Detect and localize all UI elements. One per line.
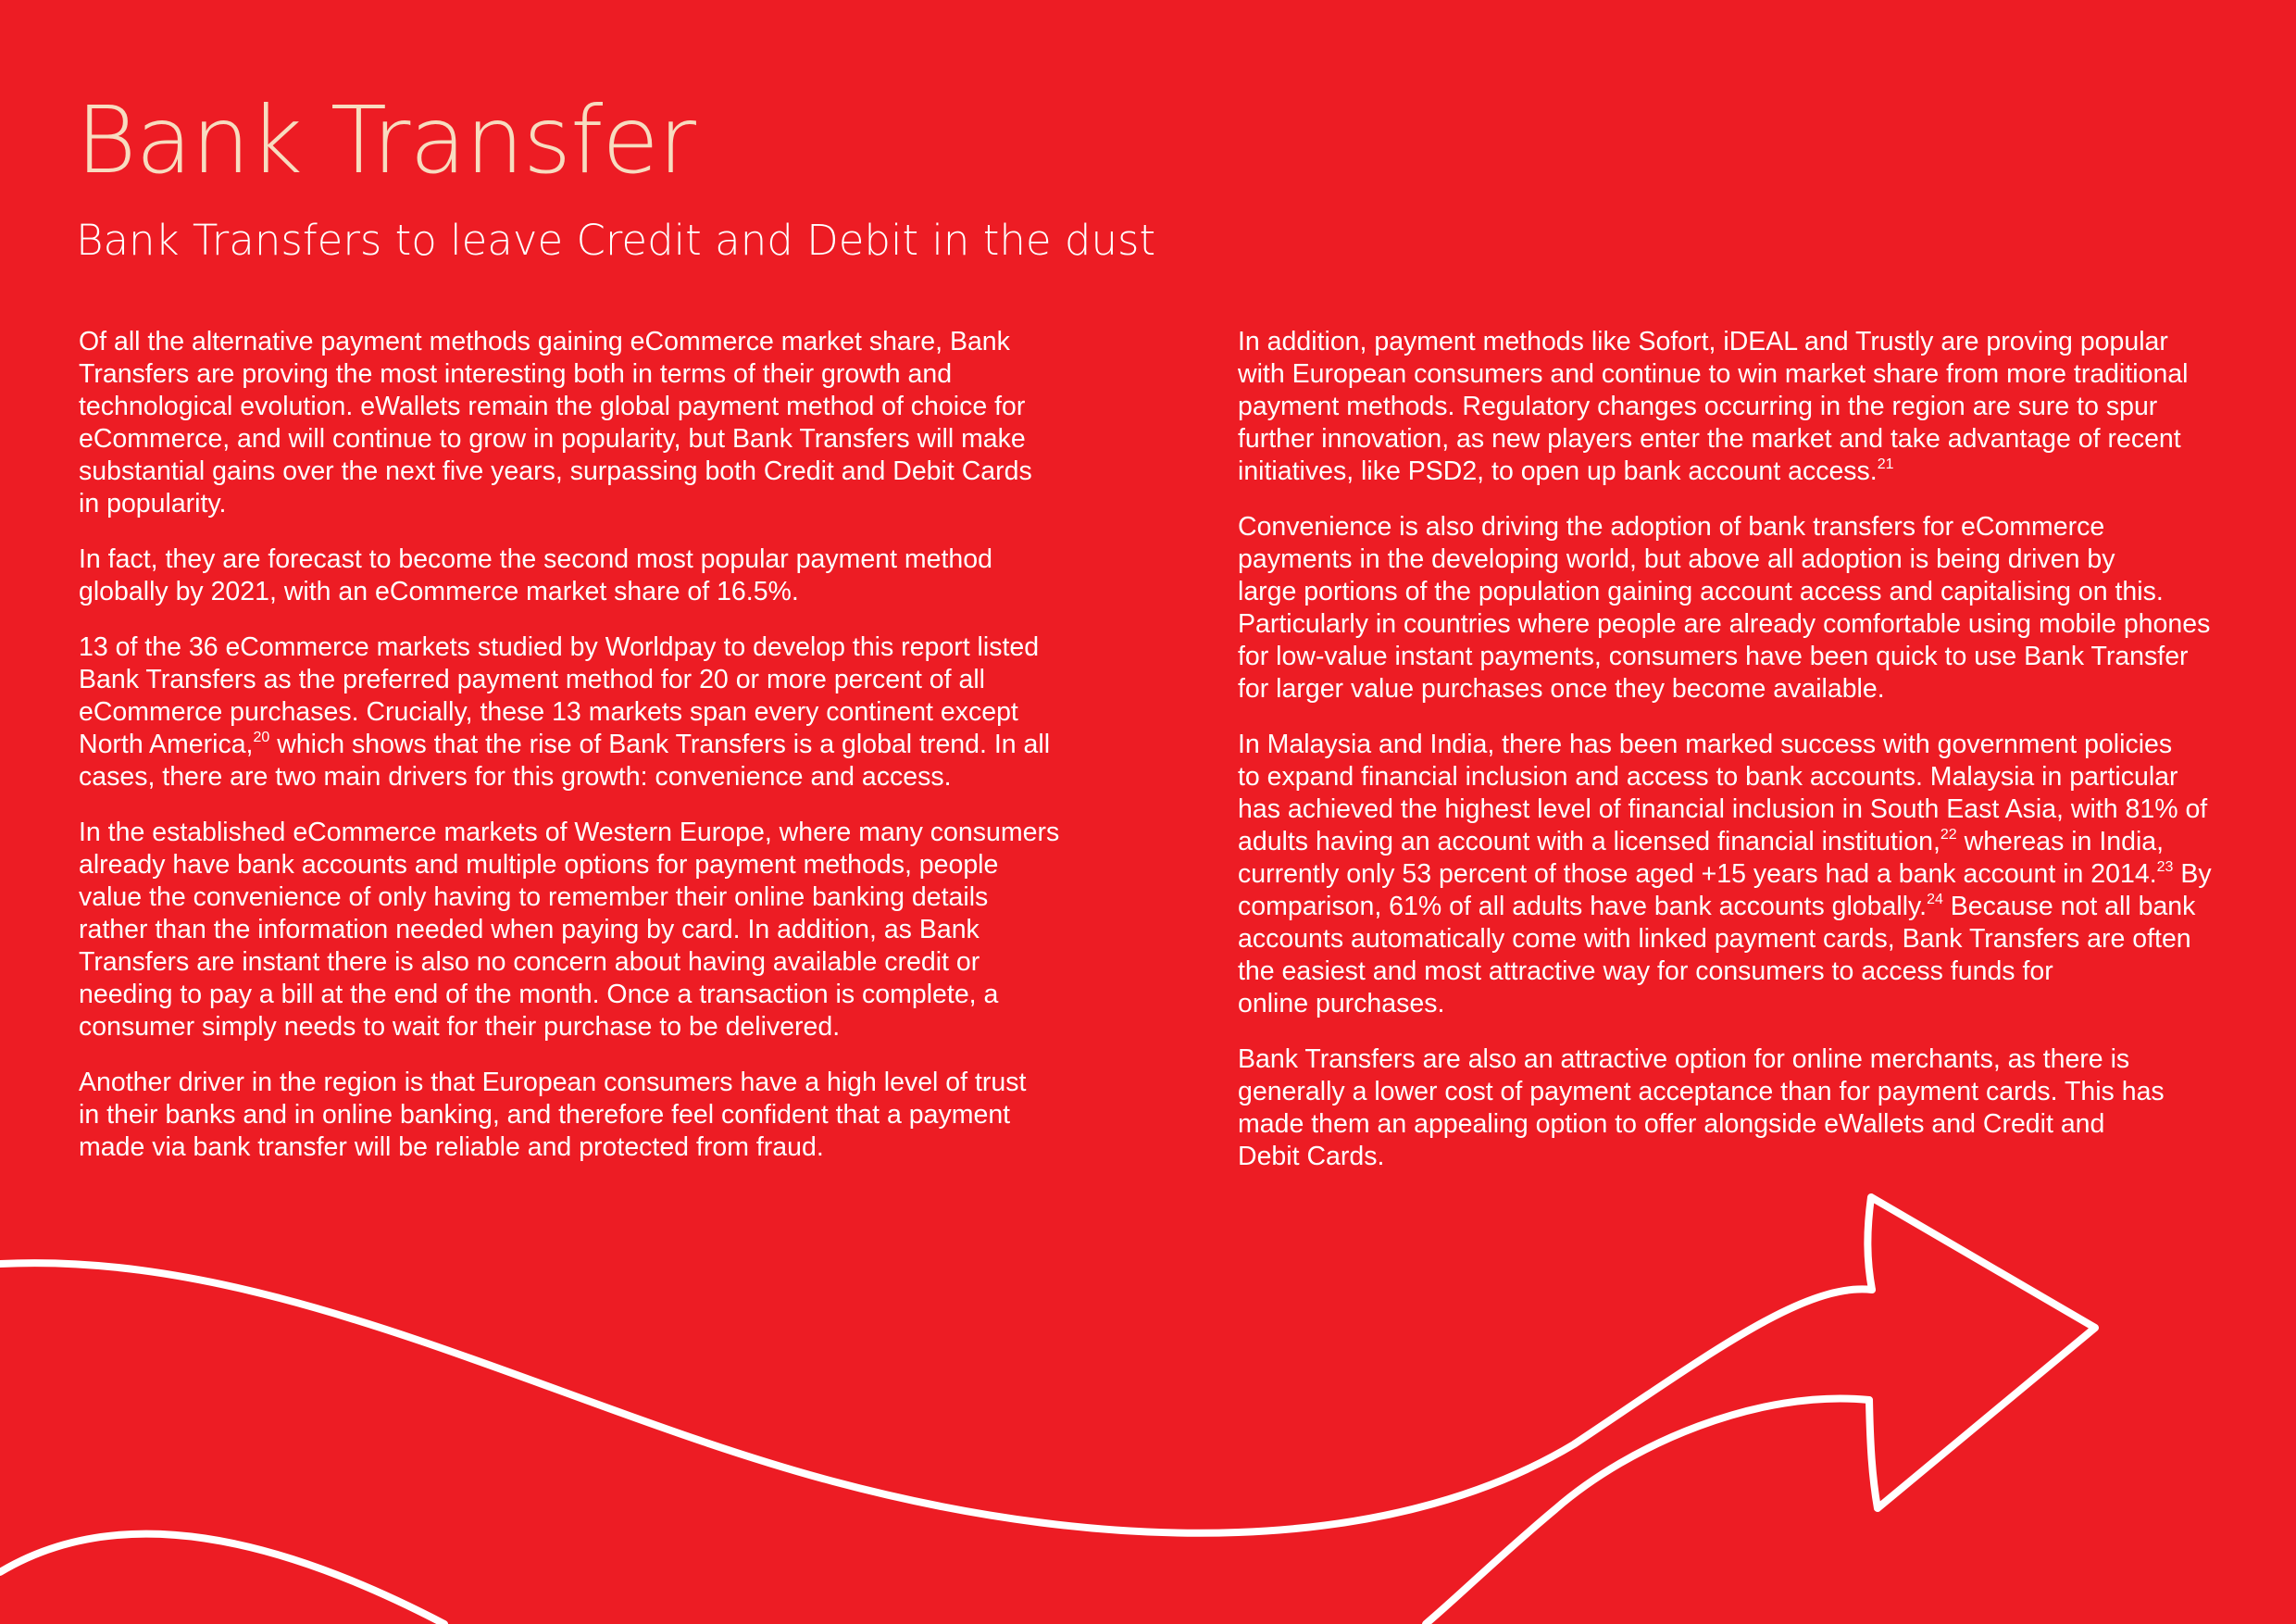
text-line: rather than the information needed when paying by card. In addition, as Bank — [79, 915, 980, 944]
text-line: cases, there are two main drivers for this growth: convenience and access. — [79, 762, 952, 792]
text-line: already have bank accounts and multiple options for payment methods, people — [79, 850, 999, 880]
text-line: payment methods. Regulatory changes occurring in the region are sure to spur — [1238, 392, 2158, 421]
text-line: Particularly in countries where people are already comfortable using mobile phones — [1238, 609, 2211, 639]
text-line: with European consumers and continue to win market share from more traditional — [1238, 359, 2189, 389]
text-line: made via bank transfer will be reliable and protected from fraud. — [79, 1132, 824, 1162]
footnote-ref-24: 24 — [1927, 892, 1943, 907]
arrow-upper-curve — [0, 1263, 1872, 1533]
text-fragment: which shows that the rise of Bank Transfers is a global trend. In all — [269, 730, 1051, 759]
text-line: for larger value purchases once they become available. — [1238, 674, 1885, 704]
text-line — [1238, 456, 2228, 488]
text-line: 13 of the 36 eCommerce markets studied by Worldpay to develop this report listed — [79, 632, 1040, 662]
text-line: In addition, payment methods like Sofort, iDEAL and Trustly are proving popular — [1238, 327, 2168, 356]
left-paragraph-5 — [79, 1067, 1060, 1164]
right-column — [1238, 326, 2228, 1196]
text-line: to expand financial inclusion and access to bank accounts. Malaysia in particular — [1238, 762, 2178, 792]
left-paragraph-1 — [79, 326, 1060, 520]
left-paragraph-2 — [79, 543, 1060, 608]
text-fragment: Because not all bank — [1942, 892, 2196, 921]
text-fragment: By — [2173, 859, 2212, 889]
text-line: made them an appealing option to offer alongside eWallets and Credit and — [1238, 1109, 2105, 1139]
text-line: generally a lower cost of payment acceptance than for payment cards. This has — [1238, 1077, 2165, 1106]
footnote-ref-20: 20 — [253, 730, 270, 745]
text-line — [79, 729, 1060, 761]
right-paragraph-3 — [1238, 729, 2228, 1020]
text-line: In fact, they are forecast to become the second most popular payment method — [79, 544, 992, 574]
text-line: eCommerce purchases. Crucially, these 13 markets span every continent except — [79, 697, 1018, 727]
text-fragment: whereas in India, — [1956, 827, 2165, 856]
text-line: eCommerce, and will continue to grow in popularity, but Bank Transfers will make — [79, 424, 1026, 454]
text-line: in their banks and in online banking, and therefore feel confident that a payment — [79, 1100, 1011, 1130]
page-subtitle: Bank Transfers to leave Credit and Debit in the dust — [76, 216, 1156, 265]
text-line: needing to pay a bill at the end of the month. Once a transaction is complete, a — [79, 980, 999, 1009]
text-line: the easiest and most attractive way for consumers to access funds for — [1238, 956, 2053, 986]
text-line: Of all the alternative payment methods gaining eCommerce market share, Bank — [79, 327, 1010, 356]
text-line: payments in the developing world, but above all adoption is being driven by — [1238, 544, 2115, 574]
left-paragraph-4 — [79, 817, 1060, 1043]
text-fragment: North America, — [79, 730, 254, 759]
left-paragraph-3 — [79, 631, 1060, 793]
text-line: for low-value instant payments, consumers have been quick to use Bank Transfer — [1238, 642, 2189, 671]
swoosh-bottom-left — [0, 1534, 444, 1624]
text-line: online purchases. — [1238, 989, 1445, 1018]
text-line — [1238, 891, 2228, 923]
right-paragraph-4 — [1238, 1043, 2228, 1173]
right-paragraph-2 — [1238, 511, 2228, 706]
text-line: globally by 2021, with an eCommerce market share of 16.5%. — [79, 577, 799, 606]
text-line: consumer simply needs to wait for their purchase to be delivered. — [79, 1012, 841, 1042]
text-line — [1238, 826, 2228, 858]
footnote-ref-22: 22 — [1940, 827, 1957, 843]
text-fragment: currently only 53 percent of those aged +15 years had a bank account in 2014. — [1238, 859, 2157, 889]
text-fragment: adults having an account with a licensed financial institution, — [1238, 827, 1940, 856]
text-line: Convenience is also driving the adoption of bank transfers for eCommerce — [1238, 512, 2105, 542]
footnote-ref-23: 23 — [2156, 859, 2174, 875]
text-line: further innovation, as new players enter the market and take advantage of recent — [1238, 424, 2181, 454]
text-line: in popularity. — [79, 489, 227, 518]
text-line: large portions of the population gaining account access and capitalising on this. — [1238, 577, 2164, 606]
text-fragment: comparison, 61% of all adults have bank accounts globally. — [1238, 892, 1928, 921]
text-line — [1238, 858, 2228, 891]
text-line: In Malaysia and India, there has been marked success with government policies — [1238, 730, 2173, 759]
text-line: Bank Transfers as the preferred payment method for 20 or more percent of all — [79, 665, 985, 694]
text-line: Debit Cards. — [1238, 1142, 1385, 1171]
text-line: Another driver in the region is that European consumers have a high level of trust — [79, 1068, 1027, 1097]
text-line: In the established eCommerce markets of Western Europe, where many consumers — [79, 818, 1060, 847]
text-line: has achieved the highest level of financial inclusion in South East Asia, with 81% of — [1238, 794, 2208, 824]
arrow-lower-curve — [1426, 1398, 1869, 1624]
arrow-head — [1867, 1197, 2095, 1508]
page-title: Bank Transfer — [76, 86, 695, 194]
text-line: technological evolution. eWallets remain the global payment method of choice for — [79, 392, 1026, 421]
text-line: accounts automatically come with linked payment cards, Bank Transfers are often — [1238, 924, 2191, 954]
text-fragment: initiatives, like PSD2, to open up bank account access. — [1238, 456, 1878, 486]
text-line: value the convenience of only having to remember their online banking details — [79, 882, 989, 912]
text-line: substantial gains over the next five years, surpassing both Credit and Debit Cards — [79, 456, 1032, 486]
text-line: Transfers are proving the most interesting both in terms of their growth and — [79, 359, 953, 389]
right-paragraph-1 — [1238, 326, 2228, 488]
left-column — [79, 326, 1060, 1187]
text-line: Transfers are instant there is also no concern about having available credit or — [79, 947, 980, 977]
footnote-ref-21: 21 — [1877, 456, 1894, 472]
text-line: Bank Transfers are also an attractive option for online merchants, as there is — [1238, 1044, 2130, 1074]
